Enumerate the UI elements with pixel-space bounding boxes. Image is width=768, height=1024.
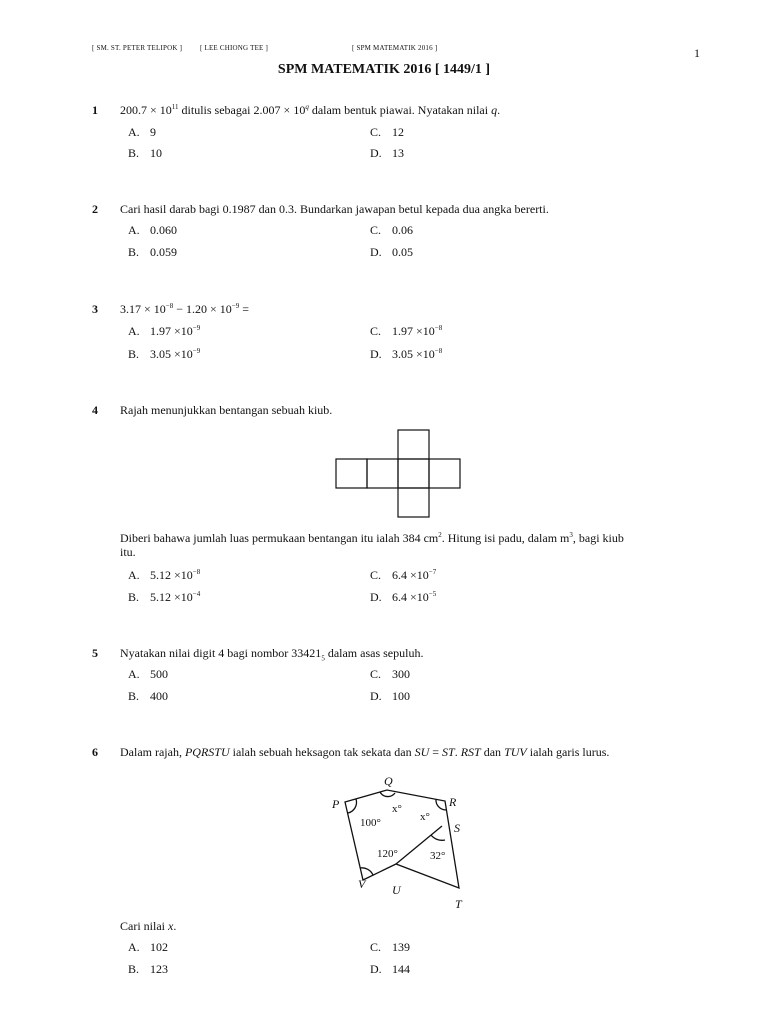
angle-arc-s	[431, 835, 445, 840]
question-text: itu.	[120, 545, 136, 559]
header-author: [ LEE CHIONG TEE ]	[200, 44, 269, 52]
header-subject: [ SPM MATEMATIK 2016 ]	[352, 44, 438, 52]
hexagon-diagram	[300, 768, 500, 914]
question-text: Cari hasil darab bagi 0.1987 dan 0.3. Bundarkan jawapan betul kepada dua angka bererti.	[120, 202, 549, 216]
option-a[interactable]: A. 102	[128, 940, 168, 954]
option-b[interactable]: B. 400	[128, 689, 168, 703]
question-text: Rajah menunjukkan bentangan sebuah kiub.	[120, 403, 333, 417]
question-number: 2	[92, 202, 98, 216]
question-number: 4	[92, 403, 98, 417]
option-d[interactable]: D. 0.05	[370, 245, 413, 259]
hexagon-outline	[345, 790, 459, 888]
angle-label: 100°	[360, 817, 381, 829]
question-number: 6	[92, 745, 98, 759]
option-d[interactable]: D. 144	[370, 962, 410, 976]
question-number: 3	[92, 302, 98, 316]
header-school: [ SM. ST. PETER TELIPOK ]	[92, 44, 183, 52]
net-square	[367, 459, 398, 488]
question-text: Dalam rajah, PQRSTU ialah sebuah heksagon tak sekata dan SU = ST. RST dan TUV ialah garis lurus.	[120, 745, 610, 759]
question-text: Nyatakan nilai digit 4 bagi nombor $33421_5$ dalam asas sepuluh.	[120, 646, 424, 663]
net-square	[398, 430, 429, 459]
page-number: 1	[694, 46, 700, 60]
option-a[interactable]: A. $1.97 \times 10^{-9}$	[128, 324, 201, 338]
question-number: 5	[92, 646, 98, 660]
cube-net-diagram	[330, 424, 466, 518]
option-b[interactable]: B. $5.12 \times 10^{-4}$	[128, 590, 201, 604]
option-b[interactable]: B. 0.059	[128, 245, 177, 259]
option-c[interactable]: C. $1.97 \times 10^{-8}$	[370, 324, 443, 338]
angle-label: 32°	[430, 850, 446, 862]
net-square	[429, 459, 460, 488]
option-c[interactable]: C. 300	[370, 667, 410, 681]
option-c[interactable]: C. $6.4 \times 10^{-7}$	[370, 568, 437, 582]
option-c[interactable]: C. 0.06	[370, 223, 413, 237]
vertex-label: R	[449, 795, 457, 809]
angle-label: x°	[420, 811, 430, 823]
angle-label: 120°	[377, 848, 398, 860]
question-text: $200.7 \times 10^{11}$ ditulis sebagai $2.007 \times 10^q$ dalam bentuk piawai. Nyatakan nilai q.	[120, 103, 501, 117]
question-text: Cari nilai x.	[120, 919, 177, 933]
option-a[interactable]: A. 9	[128, 125, 156, 139]
vertex-label: P	[332, 797, 340, 811]
net-square	[336, 459, 367, 488]
option-b[interactable]: B. 123	[128, 962, 168, 976]
vertex-label: V	[358, 877, 366, 891]
net-square	[398, 488, 429, 517]
option-d[interactable]: D. $3.05 \times 10^{-8}$	[370, 347, 443, 361]
option-a[interactable]: A. 0.060	[128, 223, 177, 237]
angle-arc-q	[380, 792, 395, 797]
option-d[interactable]: D. 13	[370, 146, 404, 160]
question-text: $3.17 \times 10^{-8} - 1.20 \times 10^{-9}$ =	[120, 302, 250, 316]
option-b[interactable]: B. $3.05 \times 10^{-9}$	[128, 347, 201, 361]
net-square	[398, 459, 429, 488]
page-title: SPM MATEMATIK 2016 [ 1449/1 ]	[277, 62, 491, 77]
option-b[interactable]: B. 10	[128, 146, 162, 160]
question-number: 1	[92, 103, 98, 117]
option-a[interactable]: A. 500	[128, 667, 168, 681]
vertex-label: Q	[384, 774, 393, 788]
vertex-label: S	[454, 821, 460, 835]
option-d[interactable]: D. $6.4 \times 10^{-5}$	[370, 590, 437, 604]
option-d[interactable]: D. 100	[370, 689, 410, 703]
vertex-label: T	[455, 897, 462, 911]
vertex-label: U	[392, 883, 401, 897]
option-c[interactable]: C. 139	[370, 940, 410, 954]
option-a[interactable]: A. $5.12 \times 10^{-8}$	[128, 568, 201, 582]
option-c[interactable]: C. 12	[370, 125, 404, 139]
question-text: Diberi bahawa jumlah luas permukaan bentangan itu ialah 384 $cm^2$. Hitung isi padu, dalam $m^3$, bagi kiub	[120, 531, 624, 545]
angle-label: x°	[392, 803, 402, 815]
